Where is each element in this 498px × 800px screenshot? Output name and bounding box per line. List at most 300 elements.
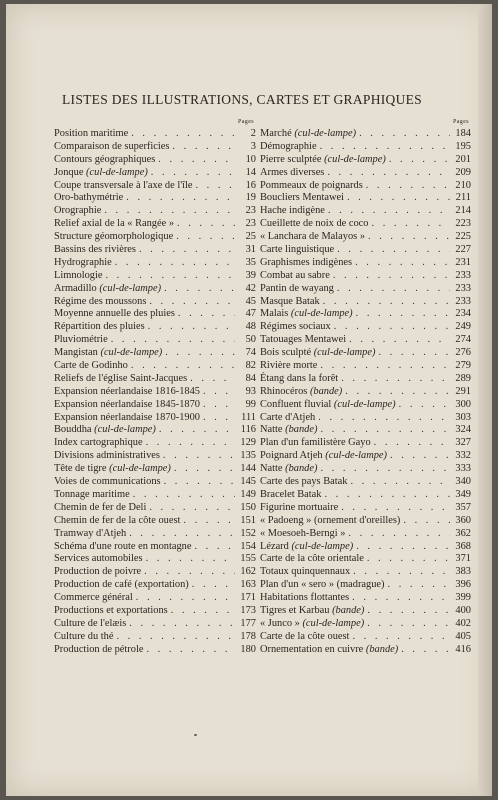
- entry-label: [260, 502, 338, 515]
- page-number: 402: [455, 617, 471, 629]
- entry-label: [54, 373, 187, 386]
- entry-label: [260, 218, 369, 231]
- list-item: [260, 399, 471, 412]
- entry-note: (cul-de-lampe): [100, 347, 163, 359]
- list-item: [260, 579, 471, 592]
- list-item: [54, 566, 256, 579]
- leader-dots: [203, 412, 235, 425]
- entry-title: Carte d'Atjeh: [260, 411, 316, 423]
- leader-dots: [328, 205, 450, 218]
- entry-label: [54, 631, 113, 644]
- list-item: [260, 631, 471, 644]
- list-item: [54, 231, 256, 244]
- page-number: 45: [245, 295, 256, 307]
- leader-dots: [177, 218, 235, 231]
- entry-label: [54, 244, 136, 257]
- entry-label: [260, 463, 317, 476]
- list-item: [260, 192, 471, 205]
- list-item: [260, 489, 471, 502]
- list-item: [54, 437, 256, 450]
- entry-title: Culture de l'elæis: [54, 617, 127, 629]
- entry-note: (cul-de-lampe): [99, 282, 162, 294]
- list-item: [54, 244, 256, 257]
- entry-title: Plan d'un familistère Gayo: [260, 437, 371, 449]
- list-item: [260, 283, 471, 296]
- page-number: 300: [455, 398, 471, 410]
- entry-title: Production de poivre: [54, 566, 142, 578]
- entry-note: (cul-de-lampe): [313, 347, 376, 359]
- leader-dots: [388, 579, 450, 592]
- entry-title: Tête de tigre: [54, 463, 107, 475]
- page-number: 180: [240, 643, 256, 655]
- list-item: [260, 424, 471, 437]
- entry-title: Habitations flottantes: [260, 592, 350, 604]
- page-number: 149: [240, 488, 256, 500]
- leader-dots: [194, 541, 235, 554]
- leader-dots: [165, 347, 235, 360]
- page-number: 10: [245, 153, 256, 165]
- entry-label: [54, 566, 141, 579]
- list-item: [54, 528, 256, 541]
- entry-label: [54, 476, 161, 489]
- leader-dots: [203, 386, 235, 399]
- leader-dots: [359, 128, 450, 141]
- pages-header-left: Pages: [238, 119, 254, 125]
- entry-label: [54, 360, 128, 373]
- entry-label: [260, 141, 317, 154]
- list-item: [260, 141, 471, 154]
- entry-title: Répartition des pluies: [54, 321, 145, 333]
- list-item: [260, 231, 471, 244]
- entry-label: [260, 334, 346, 347]
- entry-label: [54, 399, 200, 412]
- entry-label: [260, 579, 385, 592]
- leader-dots: [401, 644, 450, 657]
- entry-label: [54, 386, 200, 399]
- entry-label: [260, 205, 325, 218]
- leader-dots: [146, 437, 235, 450]
- page-number: 155: [240, 553, 256, 565]
- entry-label: [54, 450, 160, 463]
- list-item: [260, 463, 471, 476]
- page-number: 82: [245, 360, 256, 372]
- entry-title: Combat au sabre: [260, 269, 330, 281]
- leader-dots: [389, 154, 450, 167]
- entry-title: Orographie: [54, 205, 102, 217]
- entry-label: [54, 334, 108, 347]
- page-number: 357: [455, 501, 471, 513]
- page-number: 362: [455, 527, 471, 539]
- leader-dots: [151, 167, 235, 180]
- page-number: 274: [455, 334, 471, 346]
- list-item: [260, 618, 471, 631]
- list-item: [260, 334, 471, 347]
- entry-title: Expansion néerlandaise 1870-1900: [54, 411, 201, 423]
- page-number: 211: [455, 192, 471, 204]
- leader-dots: [352, 592, 450, 605]
- entry-label: [54, 205, 101, 218]
- entry-title: Ornementation en cuivre: [260, 643, 364, 655]
- entry-title: Démographie: [260, 140, 317, 152]
- page-number: 291: [455, 385, 471, 397]
- leader-dots: [136, 592, 235, 605]
- entry-label: [260, 167, 324, 180]
- leader-dots: [195, 180, 235, 193]
- leader-dots: [353, 566, 450, 579]
- entry-title: Natte: [260, 424, 283, 436]
- page-number: 16: [245, 179, 256, 191]
- entry-title: Relief axial de la « Rangée »: [54, 218, 175, 230]
- entry-title: Confluent fluvial: [260, 398, 332, 410]
- list-item: [54, 308, 256, 321]
- leader-dots: [172, 141, 235, 154]
- list-item: [260, 592, 471, 605]
- list-item: [54, 463, 256, 476]
- entry-title: Limnologie: [54, 269, 103, 281]
- page-number: 177: [240, 617, 256, 629]
- leader-dots: [352, 631, 450, 644]
- entry-title: Rivière morte: [260, 360, 318, 372]
- entry-note: (bande): [309, 385, 343, 397]
- leader-dots: [345, 386, 450, 399]
- entry-label: [260, 192, 344, 205]
- entry-title: Coupe transversale à l'axe de l'île: [54, 179, 193, 191]
- entry-title: Chemin de fer de la côte ouest: [54, 514, 181, 526]
- entry-label: [54, 192, 123, 205]
- entry-note: (cul-de-lampe): [324, 153, 386, 165]
- page-number: 84: [245, 372, 256, 384]
- page-number: 25: [245, 231, 256, 243]
- list-item: [54, 592, 256, 605]
- entry-title: Voies de communications: [54, 476, 161, 488]
- list-item: [54, 386, 256, 399]
- entry-note: (cul-de-lampe): [94, 424, 156, 436]
- entry-title: Tatouages Mentawei: [260, 334, 347, 346]
- entry-label: [260, 541, 353, 554]
- leader-dots: [116, 631, 235, 644]
- entry-label: [54, 489, 130, 502]
- entry-label: [260, 154, 386, 167]
- leader-dots: [131, 360, 235, 373]
- entry-label: [54, 257, 112, 270]
- entry-label: [54, 541, 191, 554]
- entry-label: [54, 412, 200, 425]
- entry-title: Productions et exportations: [54, 604, 168, 616]
- entry-title: Malais: [260, 308, 289, 320]
- leader-dots: [126, 192, 235, 205]
- entry-title: Reliefs de l'église Saint-Jacques: [54, 372, 188, 384]
- entry-label: [260, 515, 400, 528]
- leader-dots: [320, 360, 450, 373]
- page-number: 333: [455, 463, 471, 475]
- page-number: 39: [245, 269, 256, 281]
- entry-title: Pluviométrie: [54, 334, 108, 346]
- entry-label: [54, 180, 192, 193]
- list-item: [260, 386, 471, 399]
- entry-label: [54, 270, 102, 283]
- leader-dots: [372, 218, 451, 231]
- page-number: 31: [245, 244, 256, 256]
- entry-title: Schéma d'une route en montagne: [54, 540, 192, 552]
- entry-note: (cul-de-lampe): [291, 540, 354, 552]
- entry-label: [54, 218, 174, 231]
- entry-title: Pierre sculptée: [260, 153, 322, 165]
- page-number: 249: [455, 321, 471, 333]
- leader-dots: [129, 528, 235, 541]
- page-number: 99: [245, 398, 256, 410]
- leader-dots: [348, 528, 450, 541]
- entry-title: Rhinocéros: [260, 385, 308, 397]
- page-mark: [194, 734, 197, 736]
- entry-label: [260, 489, 321, 502]
- list-item: [260, 541, 471, 554]
- entry-note: (cul-de-lampe): [290, 308, 353, 320]
- entry-title: Tonnage maritime: [54, 488, 130, 500]
- leader-dots: [341, 502, 450, 515]
- entry-label: [260, 424, 317, 437]
- entry-label: [54, 618, 126, 631]
- entry-label: [260, 386, 342, 399]
- pages-header-right: Pages: [453, 119, 469, 125]
- entry-note: (bande): [285, 424, 318, 436]
- list-item: [54, 321, 256, 334]
- list-item: [260, 553, 471, 566]
- list-item: [260, 270, 471, 283]
- entry-title: Culture du thé: [54, 630, 114, 642]
- page-number: 171: [240, 592, 256, 604]
- page-number: 368: [455, 540, 471, 552]
- right-column: [260, 117, 471, 657]
- page-number: 151: [240, 514, 256, 526]
- entry-label: [54, 283, 161, 296]
- list-item: [260, 412, 471, 425]
- leader-dots: [355, 257, 450, 270]
- entry-label: [260, 399, 396, 412]
- list-item: [54, 579, 256, 592]
- entry-label: [260, 128, 356, 141]
- list-item: [54, 476, 256, 489]
- list-item: [54, 218, 256, 231]
- entry-label: [54, 592, 133, 605]
- page-number: 173: [240, 604, 256, 616]
- page-number: 74: [245, 347, 256, 359]
- left-column: [54, 117, 256, 657]
- entry-label: [54, 605, 168, 618]
- page-number: 2: [250, 128, 256, 139]
- entry-title: « Junco »: [260, 617, 300, 629]
- leader-dots: [148, 321, 235, 334]
- entry-title: Régime des moussons: [54, 295, 147, 307]
- list-item: [54, 154, 256, 167]
- entry-note: (bande): [285, 463, 318, 475]
- list-item: [54, 167, 256, 180]
- page-number: 234: [455, 308, 471, 320]
- entry-title: Divisions administratives: [54, 450, 160, 462]
- leader-dots: [320, 463, 450, 476]
- entry-title: Oro-bathymétrie: [54, 192, 124, 204]
- entry-title: Carte de Godinho: [54, 360, 128, 372]
- list-item: [54, 424, 256, 437]
- list-item: [260, 502, 471, 515]
- entry-title: « Padoeng » (ornement d'oreilles): [260, 514, 401, 526]
- list-item: [54, 270, 256, 283]
- page-number: 50: [245, 334, 256, 346]
- list-item: [260, 437, 471, 450]
- leader-dots: [367, 605, 450, 618]
- page-number: 332: [455, 450, 471, 462]
- entry-label: [54, 463, 171, 476]
- page-number: 371: [455, 553, 471, 565]
- list-item: [260, 296, 471, 309]
- entry-title: Poignard Atjeh: [260, 450, 323, 462]
- entry-title: Lézard: [260, 540, 289, 552]
- list-item: [260, 167, 471, 180]
- entry-title: Totaux quinquennaux: [260, 566, 351, 578]
- page-number: 184: [455, 128, 471, 139]
- page-number: 209: [455, 166, 471, 178]
- list-item: [260, 515, 471, 528]
- entry-title: Services automobiles: [54, 553, 143, 565]
- entry-title: Carte linguistique: [260, 244, 335, 256]
- entry-label: [260, 231, 365, 244]
- list-item: [260, 308, 471, 321]
- list-item: [260, 373, 471, 386]
- list-item: [54, 618, 256, 631]
- list-item: [54, 296, 256, 309]
- list-item: [260, 566, 471, 579]
- entry-title: Index cartographique: [54, 437, 143, 449]
- leader-dots: [163, 450, 235, 463]
- leader-dots: [105, 270, 235, 283]
- page-title: LISTES DES ILLUSTRATIONS, CARTES ET GRAPHIQUES: [61, 92, 422, 107]
- entry-label: [260, 476, 347, 489]
- leader-dots: [131, 128, 235, 141]
- leader-dots: [356, 308, 450, 321]
- entry-label: [54, 128, 128, 141]
- page-number: 23: [245, 218, 256, 230]
- leader-dots: [320, 141, 450, 154]
- list-item: [260, 644, 471, 657]
- entry-title: Figurine mortuaire: [260, 501, 339, 513]
- entry-label: [260, 450, 387, 463]
- entry-label: [54, 553, 143, 566]
- list-item: [260, 360, 471, 373]
- entry-title: Natte: [260, 463, 283, 475]
- leader-dots: [323, 296, 450, 309]
- page-number: 93: [245, 385, 256, 397]
- page-number: 289: [455, 372, 471, 384]
- list-item: [260, 450, 471, 463]
- page-number: 111: [241, 411, 256, 423]
- leader-dots: [367, 618, 450, 631]
- list-item: [260, 347, 471, 360]
- leader-dots: [333, 270, 450, 283]
- list-item: [54, 283, 256, 296]
- leader-dots: [374, 437, 450, 450]
- entry-title: Étang dans la forêt: [260, 372, 339, 384]
- list-item: [54, 399, 256, 412]
- entry-label: [54, 424, 156, 437]
- entry-label: [260, 296, 320, 309]
- list-item: [260, 476, 471, 489]
- page-number: 150: [240, 501, 256, 513]
- page-number: 233: [455, 269, 471, 281]
- page-number: 195: [455, 140, 471, 152]
- leader-dots: [320, 424, 450, 437]
- page-number: 14: [245, 166, 256, 178]
- entry-note: (cul-de-lampe): [325, 450, 387, 462]
- page-number: 47: [245, 308, 256, 320]
- page-number: 48: [245, 321, 256, 333]
- leader-dots: [356, 541, 450, 554]
- page-number: 233: [455, 295, 471, 307]
- entry-title: « Moesoeh-Berngi »: [260, 527, 346, 539]
- entry-title: Marché: [260, 128, 292, 139]
- entry-label: [54, 141, 169, 154]
- list-item: [54, 541, 256, 554]
- entry-title: Armes diverses: [260, 166, 325, 178]
- list-item: [260, 528, 471, 541]
- entry-title: Commerce général: [54, 592, 133, 604]
- page-number: 35: [245, 256, 256, 268]
- leader-dots: [192, 579, 235, 592]
- entry-label: [260, 412, 315, 425]
- leader-dots: [403, 515, 450, 528]
- page-number: 360: [455, 514, 471, 526]
- page-number: 162: [240, 566, 256, 578]
- entry-label: [260, 270, 330, 283]
- list-item: [260, 605, 471, 618]
- entry-title: Cueillette de noix de coco: [260, 218, 369, 230]
- entry-label: [54, 321, 145, 334]
- page-edge: [478, 4, 492, 796]
- entry-label: [54, 502, 146, 515]
- entry-note: (cul-de-lampe): [86, 166, 148, 178]
- entry-label: [260, 553, 364, 566]
- leader-dots: [334, 321, 450, 334]
- leader-dots: [367, 553, 450, 566]
- leader-dots: [368, 231, 450, 244]
- page-number: 163: [240, 579, 256, 591]
- entry-label: [260, 644, 398, 657]
- page-number: 42: [245, 282, 256, 294]
- leader-dots: [164, 283, 235, 296]
- entry-title: Expansion néerlandaise 1816-1845: [54, 385, 201, 397]
- list-item: [54, 360, 256, 373]
- leader-dots: [390, 450, 450, 463]
- page-number: 349: [455, 488, 471, 500]
- entry-label: [260, 437, 371, 450]
- page-number: 214: [455, 205, 471, 217]
- entry-title: Bassins des rivières: [54, 244, 136, 256]
- page-number: 223: [455, 218, 471, 230]
- entry-title: Armadillo: [54, 282, 97, 294]
- entry-label: [54, 644, 143, 657]
- page-number: 399: [455, 592, 471, 604]
- entry-title: Structure géomorphologique: [54, 231, 174, 243]
- page-number: 327: [455, 437, 471, 449]
- entry-label: [260, 360, 317, 373]
- entry-title: Moyenne annuelle des pluies: [54, 308, 175, 320]
- list-item: [54, 141, 256, 154]
- entry-label: [54, 515, 180, 528]
- page-number: 201: [455, 153, 471, 165]
- entry-label: [54, 231, 173, 244]
- entry-note: (cul-de-lampe): [109, 463, 171, 475]
- page-number: 154: [240, 540, 256, 552]
- list-item: [54, 450, 256, 463]
- entry-title: Bouddha: [54, 424, 92, 436]
